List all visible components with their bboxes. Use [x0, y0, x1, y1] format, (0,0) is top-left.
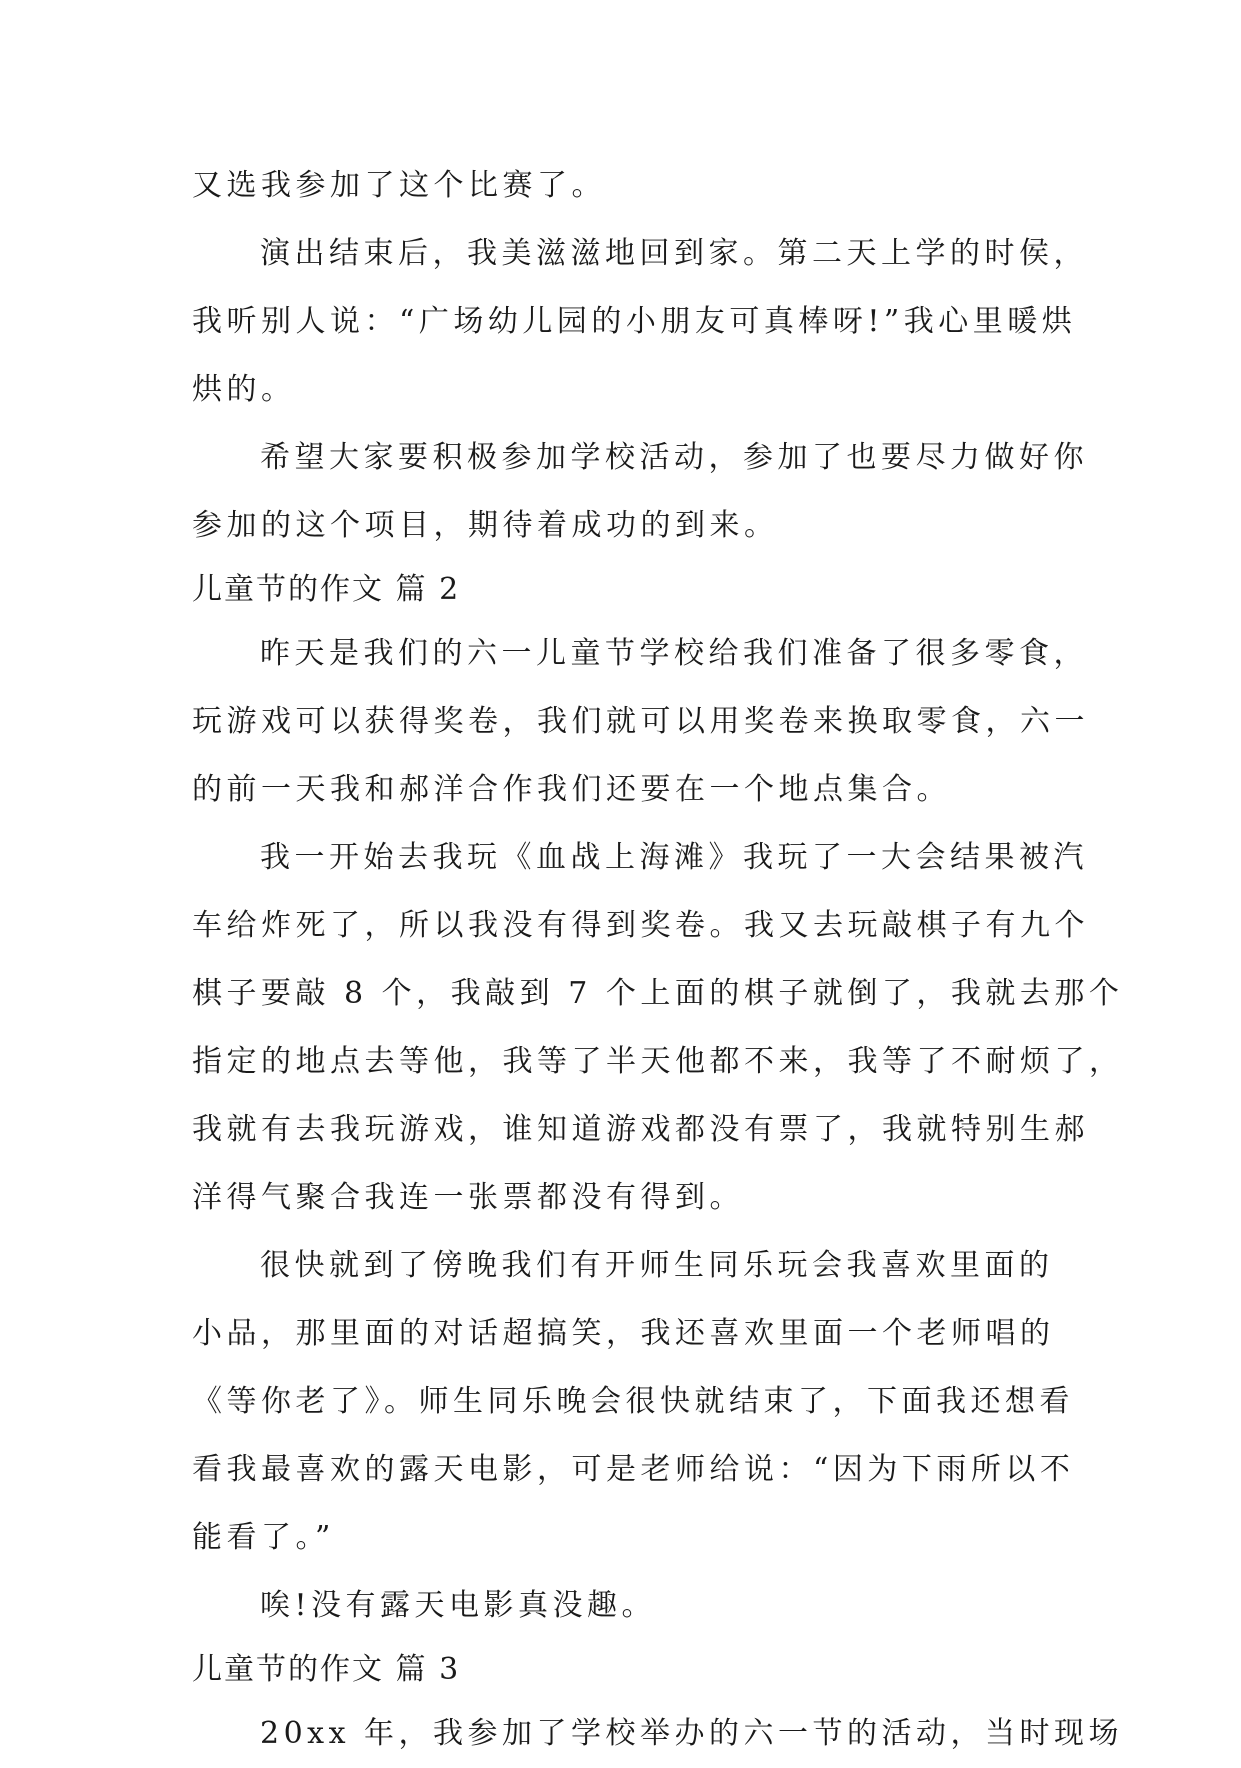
text-line: 又选我参加了这个比赛了。	[192, 168, 606, 203]
text-line: 能看了。”	[192, 1520, 335, 1555]
text-line: 我就有去我玩游戏，谁知道游戏都没有票了，我就特别生郝	[192, 1112, 1089, 1147]
text-line: 指定的地点去等他，我等了半天他都不来，我等了不耐烦了，	[192, 1044, 1124, 1079]
paragraph	[192, 424, 1088, 560]
text-line: 车给炸死了，所以我没有得到奖卷。我又去玩敲棋子有九个	[192, 908, 1089, 943]
text-line: 很快就到了傍晚我们有开师生同乐玩会我喜欢里面的	[260, 1248, 1054, 1283]
document-body	[192, 152, 1124, 1768]
paragraph	[192, 1572, 1072, 1640]
text-line: 20xx 年，我参加了学校举办的六一节的活动，当时现场	[260, 1716, 1124, 1751]
text-line: 洋得气聚合我连一张票都没有得到。	[192, 1180, 744, 1215]
text-line: 我一开始去我玩《血战上海滩》我玩了一大会结果被汽	[260, 840, 1088, 875]
text-line: 烘的。	[192, 372, 296, 407]
text-line: 《等你老了》。师生同乐晚会很快就结束了，下面我还想看	[192, 1384, 1074, 1419]
paragraph	[192, 1232, 1075, 1572]
paragraph	[192, 620, 1089, 824]
text-line: 参加的这个项目，期待着成功的到来。	[192, 508, 779, 543]
text-line: 唉!没有露天电影真没趣。	[260, 1588, 657, 1623]
section-heading: 儿童节的作文 篇 2	[192, 572, 461, 607]
paragraph	[192, 220, 1088, 424]
text-line: 小品，那里面的对话超搞笑，我还喜欢里面一个老师唱的	[192, 1316, 1055, 1351]
text-line: 演出结束后，我美滋滋地回到家。第二天上学的时侯，	[260, 236, 1088, 271]
section-heading: 儿童节的作文 篇 3	[192, 1652, 461, 1687]
paragraph	[192, 1700, 1124, 1768]
text-line: 玩游戏可以获得奖卷，我们就可以用奖卷来换取零食，六一	[192, 704, 1089, 739]
text-line: 昨天是我们的六一儿童节学校给我们准备了很多零食，	[260, 636, 1088, 671]
paragraph	[192, 824, 1124, 1232]
paragraph	[192, 152, 1072, 220]
text-line: 看我最喜欢的露天电影，可是老师给说：“因为下雨所以不	[192, 1452, 1075, 1487]
text-line: 我听别人说：“广场幼儿园的小朋友可真棒呀!”我心里暖烘	[192, 304, 1077, 339]
text-line: 棋子要敲 8 个，我敲到 7 个上面的棋子就倒了，我就去那个	[192, 976, 1124, 1011]
text-line: 希望大家要积极参加学校活动，参加了也要尽力做好你	[260, 440, 1088, 475]
text-line: 的前一天我和郝洋合作我们还要在一个地点集合。	[192, 772, 951, 807]
